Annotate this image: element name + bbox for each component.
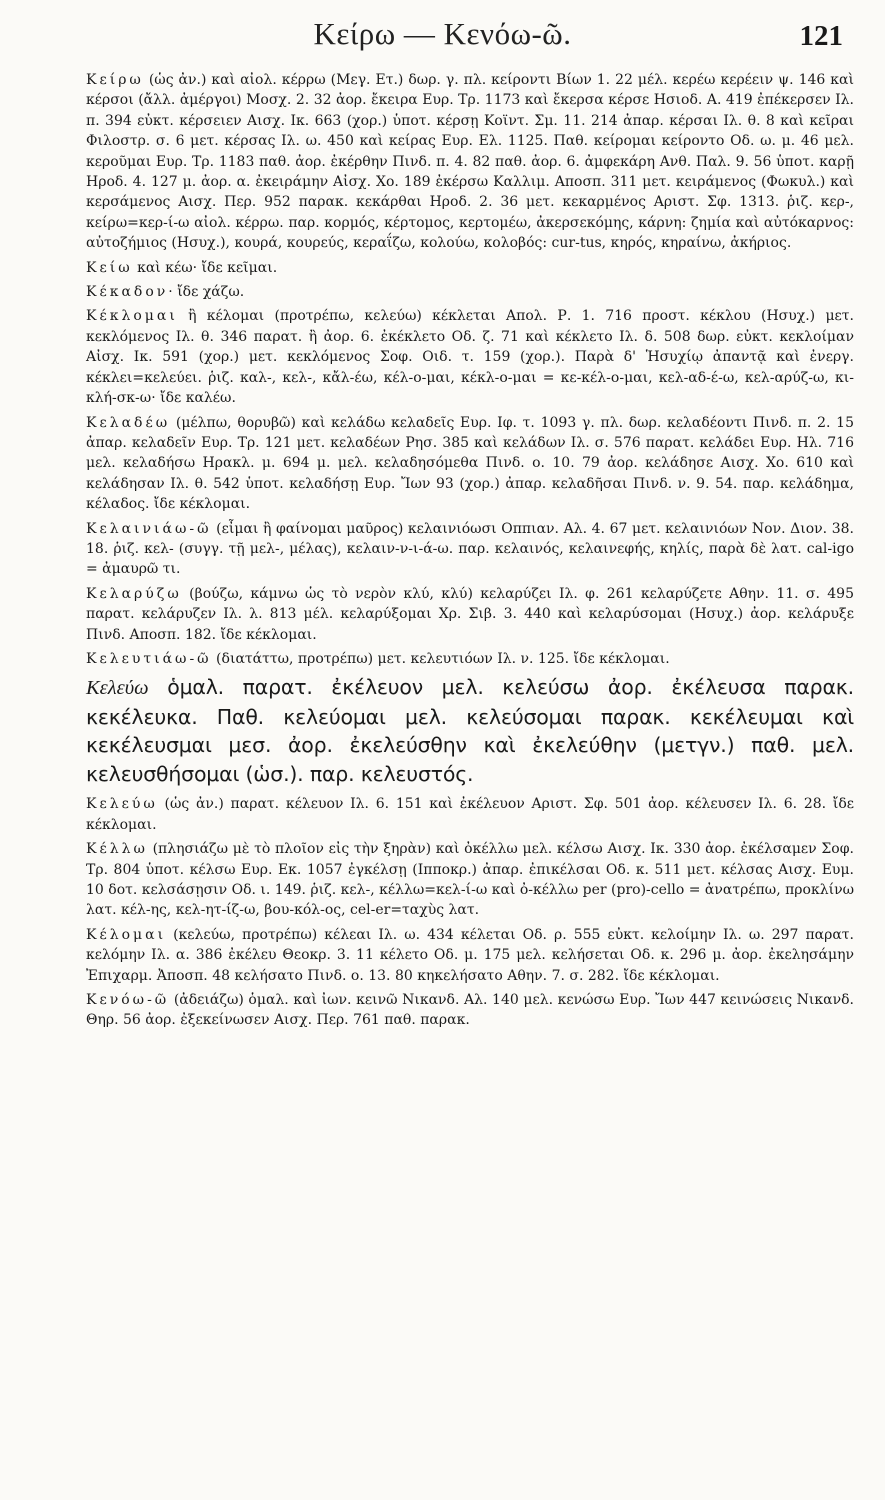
entry-body: (ἀδειάζω) ὁμαλ. καὶ ἰων. κεινῶ Νικανδ. Αλ. 140 μελ. κενώσω Ευρ. Ἴων 447 κεινώσεις Νικανδ. Θηρ. 56 ἀορ. ἐξεκείνωσεν Αισχ. Περ. 761 παθ. παρακ.	[86, 992, 854, 1029]
entry-body: · ἴδε χάζω.	[168, 284, 245, 301]
entry-headword: Κελαινιάω-ῶ	[86, 520, 212, 537]
entry-kelaryzo	[86, 584, 854, 645]
entry-keladeo	[86, 413, 854, 515]
entry-keleutiao	[86, 649, 854, 669]
entry-body: (διατάττω, προτρέπω) μετ. κελευτιόων Ιλ. ν. 125. ἴδε κέκλομαι.	[211, 650, 670, 667]
entry-kelomai	[86, 925, 854, 986]
entry-body: (ὡς ἀν.) παρατ. κέλευον Ιλ. 6. 151 καὶ ἐκέλευον Αριστ. Σφ. 501 ἀορ. κέλευσεν Ιλ. 6. 28. ἴδε κέκλομαι.	[86, 796, 854, 833]
entry-body: (πλησιάζω μὲ τὸ πλοῖον εἰς τὴν ξηρὰν) καὶ ὀκέλλω μελ. κέλσω Αισχ. Ικ. 330 ἀορ. ἐκέλσαμεν Σοφ. Τρ. 804 ὑποτ. κέλσω Ευρ. Εκ. 1057 ἐγκέλσῃ (Ιπποκρ.) ἀπαρ. ἐπικέλσαι Οδ. κ. 511 μετ. κέλσας Αισχ. Ευμ. 10 δοτ. κελσάσῃσιν Οδ. ι. 149. ῥιζ. κελ-, κέλλω=κελ-ί-ω καὶ ὀ-κέλλω per (pro)-cello = ἀνατρέπω, προκλίνω λατ. κέλ-ης, κελ-ητ-ίζ-ω, βου-κόλ-ος, cel-er=ταχὺς λατ.	[86, 841, 854, 919]
running-head: Κείρω — Κενόω-ῶ.	[313, 16, 572, 51]
entry-headword: Κέλομαι	[86, 926, 167, 943]
entry-headword: Κελαρύζω	[86, 585, 182, 602]
entry-headword: Κελαδέω	[86, 414, 171, 431]
entry-headword: Κείρω	[86, 72, 144, 88]
entry-headword: Κέλλω	[86, 841, 148, 858]
entry-body: ἢ κέλομαι (προτρέπω, κελεύω) κέκλεται Απολ. Ρ. 1. 716 προστ. κέκλου (Ησυχ.) μετ. κεκλόμενος Ιλ. θ. 346 παρατ. ἢ ἀορ. 6. ἐκέκλετο Οδ. ζ. 71 καὶ κέκλετο Ιλ. δ. 508 δωρ. εὐκτ. κεκλοίμαν Αἰσχ. Ικ. 591 (χορ.) μετ. κεκλόμενος Σοφ. Οιδ. τ. 159 (χορ.). Παρὰ δ' Ἡσυχίῳ ἀπαντᾷ καὶ ἐνεργ. κέκλει=κελεύει. ῥιζ. καλ-, κελ-, κἄλ-έω, κέλ-ο-μαι, κέκλ-ο-μαι = κε-κέλ-ο-μαι, κελ-αδ-έ-ω, κελ-αρύζ-ω, κι-κλή-σκ-ω· ἴδε καλέω.	[86, 308, 854, 407]
dictionary-entries	[86, 70, 854, 1035]
page-header	[0, 12, 885, 60]
entry-body: (ὡς ἀν.) καὶ αἰολ. κέρρω (Μεγ. Ετ.) δωρ. γ. πλ. κείροντι Βίων 1. 22 μέλ. κερέω κερέειν ψ. 146 καὶ κέρσοι (ἄλλ. ἀμέργοι) Μοσχ. 2. 32 ἀορ. ἔκειρα Ευρ. Τρ. 1173 καὶ ἔκερσα κέρσε Ησιοδ. Α. 419 ἐπέκερσεν Ιλ. π. 394 εὐκτ. κέρσειεν Αισχ. Ικ. 663 (χορ.) ὑποτ. κέρσῃ Κοϊντ. Σμ. 11. 214 ἀπαρ. κέρσαι Ιλ. θ. 8 καὶ κεῖραι Φιλοστρ. σ. 6 μετ. κέρσας Ιλ. ω. 450 καὶ κείρας Ευρ. Ελ. 1125. Παθ. κείρομαι κείροντο Οδ. ω. μ. 46 μελ. κεροῦμαι Ευρ. Τρ. 1183 παθ. ἀορ. ἐκέρθην Πινδ. π. 4. 82 παθ. ἀορ. 6. ἀμφεκάρη Ανθ. Παλ. 9. 56 ὑποτ. καρῇ Ηροδ. 4. 127 μ. ἀορ. α. ἐκειράμην Αἰσχ. Χο. 189 ἐκέρσω Καλλιμ. Αποσπ. 311 μετ. κειράμενος (Φωκυλ.) καὶ κερσάμενος Αισχ. Περ. 952 παρακ. κεκάρθαι Ηροδ. 2. 36 μετ. κεκαρμένος Αριστ. Σφ. 1313. ῥιζ. κερ-, κείρω=κερ-ί-ω αἰολ. κέρρω. παρ. κορμός, κέρτομος, κερτομέω, ἀκερσεκόμης, κάρνη: ζημία καὶ αὐτόκαρνος: αὐτοζήμιος (Ησυχ.), κουρά, κουρεύς, κεραΐζω, κολούω, κολοβός: cur-tus, κηρός, κηραίνω, ἀκήριος.	[86, 72, 854, 252]
entry-body: ὁμαλ. παρατ. ἐκέλευον μελ. κελεύσω ἀορ. ἐκέλευσα παρακ. κεκέλευκα. Παθ. κελεύομαι μελ. κελεύσομαι παρακ. κεκέλευμαι καὶ κεκέλευσμαι μεσ. ἀορ. ἐκελεύσθην καὶ ἐκελεύθην (μετγν.) παθ. μελ. κελευσθήσομαι (ὡσ.). παρ. κελευστός.	[86, 675, 854, 786]
entry-body: (κελεύω, προτρέπω) κέλεαι Ιλ. ω. 434 κέλεται Οδ. ρ. 555 εὐκτ. κελοίμην Ιλ. ω. 297 παρατ. κελόμην Ιλ. α. 386 ἐκέλευ Θεοκρ. 3. 11 κέλετο Οδ. μ. 175 μελ. κελήσεται Οδ. κ. 296 μ. ἀορ. ἐκελησάμην Ἐπιχαρμ. Ἀποσπ. 48 κελήσατο Πινδ. ο. 13. 80 κηκελήσατο Αθην. 7. σ. 282. ἴδε κέκλομαι.	[86, 926, 854, 984]
entry-headword: Κέκαδον	[86, 284, 169, 301]
entry-keklomai	[86, 306, 854, 408]
entry-body: καὶ κέω· ἴδε κεῖμαι.	[132, 259, 278, 276]
entry-kelainiao	[86, 519, 854, 580]
entry-headword: Κενόω-ῶ	[86, 992, 170, 1009]
entry-body: (μέλπω, θορυβῶ) καὶ κελάδω κελαδεῖς Ευρ. Ιφ. τ. 1093 γ. πλ. δωρ. κελαδέοντι Πινδ. π. 2. 15 ἀπαρ. κελαδεῖν Ευρ. Τρ. 121 μετ. κελαδέων Ρησ. 385 καὶ κελάδων Ιλ. σ. 576 παρατ. κελάδει Ευρ. Ηλ. 716 μελ. κελαδήσω Ηρακλ. μ. 694 μ. μελ. κελαδησόμεθα Πινδ. ο. 10. 79 ἀορ. κελάδησε Αισχ. Χο. 610 καὶ κελάδησαν Ιλ. θ. 542 ὑποτ. κελαδήσῃ Ευρ. Ἴων 93 (χορ.) ἀπαρ. κελαδῆσαι Πινδ. ν. 9. 54. παρ. κελάδημα, κέλαδος. ἴδε κέκλομαι.	[86, 414, 854, 513]
page-number: 121	[799, 20, 843, 52]
entry-headword: Κέκλομαι	[86, 308, 178, 325]
entry-keleuo-handwritten	[86, 673, 854, 788]
entry-headword: Κελευτιάω-ῶ	[86, 650, 212, 667]
entry-headword: Κελεύω	[86, 677, 149, 700]
entry-keiro	[86, 70, 854, 254]
entry-headword: Κελεύω	[86, 796, 158, 813]
entry-kenoo	[86, 990, 854, 1031]
entry-kello	[86, 839, 854, 921]
entry-kekadon	[86, 282, 854, 302]
entry-keio	[86, 258, 854, 278]
entry-body: (εἶμαι ἢ φαίνομαι μαῦρος) κελαινιόωσι Οππιαν. Αλ. 4. 67 μετ. κελαινιόων Νον. Διον. 38. 18. ῥιζ. κελ- (συγγ. τῇ μελ-, μέλας), κελαιν-ν-ι-ά-ω. παρ. κελαινός, κελαινεφής, κηλίς, παρὰ δὲ λατ. cal-igo = ἀμαυρῶ τι.	[86, 520, 854, 578]
entry-keleuo	[86, 794, 854, 835]
entry-body: (βούζω, κάμνω ὡς τὸ νερὸν κλύ, κλύ) κελαρύζει Ιλ. φ. 261 κελαρύζετε Αθην. 11. σ. 495 παρατ. κελάρυζεν Ιλ. λ. 813 μέλ. κελαρύξομαι Χρ. Σιβ. 3. 440 καὶ κελαρύσομαι (Ησυχ.) ἀορ. κελάρυξε Πινδ. Αποσπ. 182. ἴδε κέκλομαι.	[86, 585, 854, 643]
entry-headword: Κείω	[86, 259, 133, 276]
